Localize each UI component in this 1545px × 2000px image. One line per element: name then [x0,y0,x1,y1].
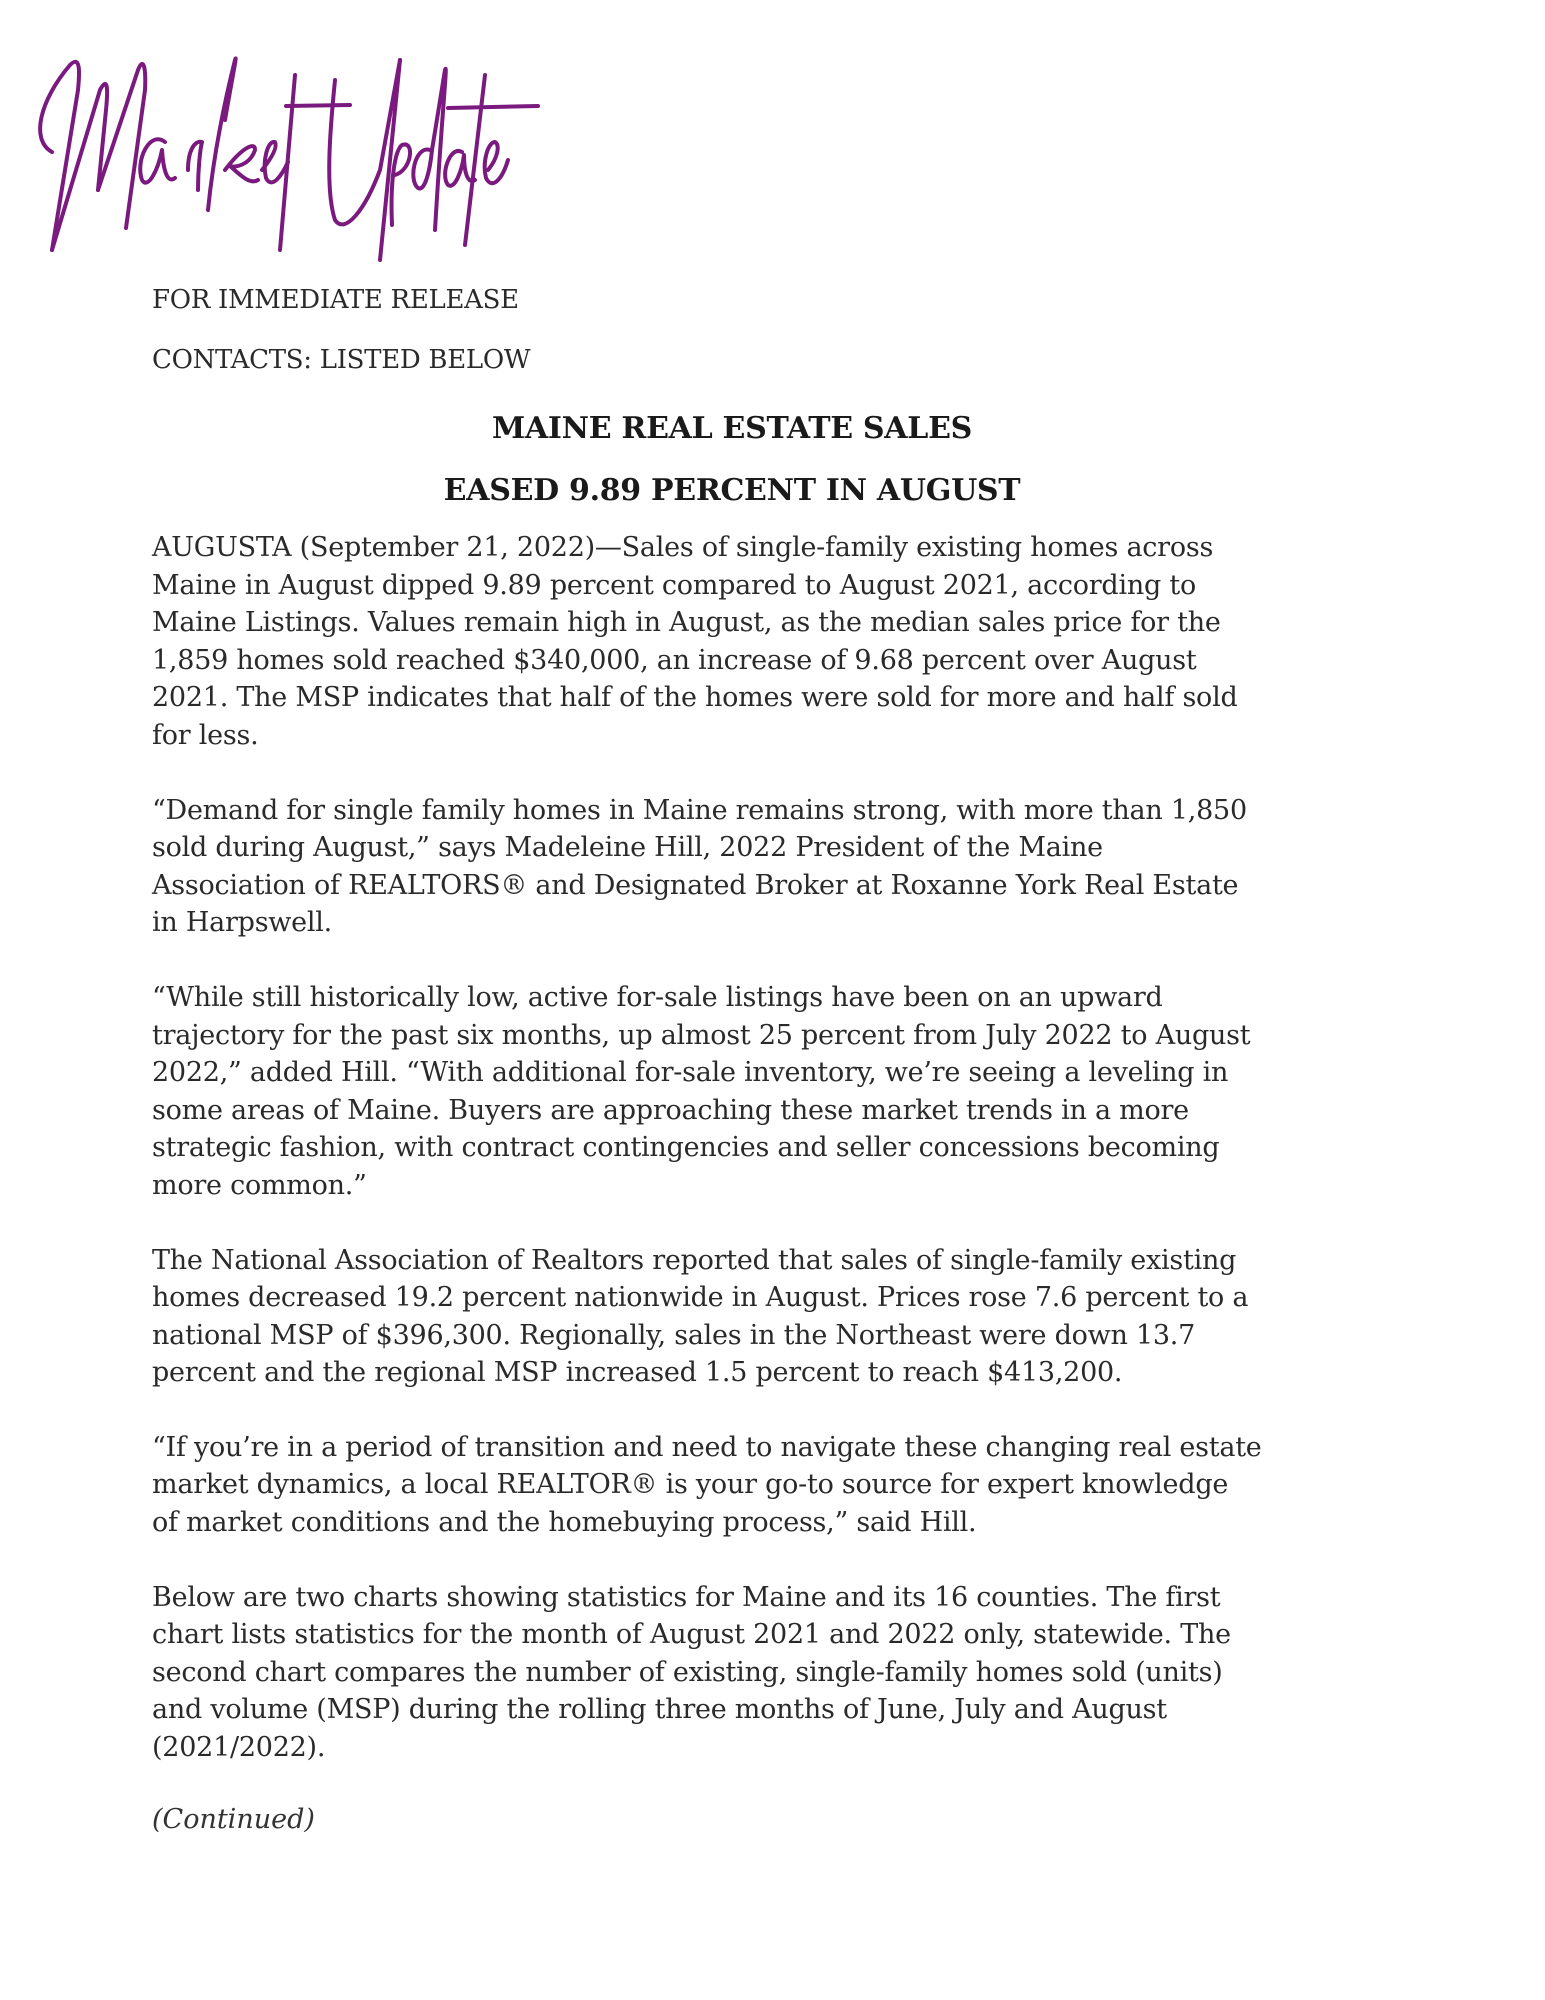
paragraph-national-stats [152,1242,1347,1392]
text-line: The National Association of Realtors reported that sales of single-family existing [152,1244,1237,1276]
text-line: of market conditions and the homebuying process,” said Hill. [152,1507,977,1539]
paragraph-charts-intro [152,1579,1347,1767]
market-update-script-logo [30,50,790,280]
text-line: in Harpswell. [152,907,332,939]
text-line: (2021/2022). [152,1732,326,1764]
text-line: chart lists statistics for the month of August 2021 and 2022 only, statewide. The [152,1619,1231,1651]
text-line: some areas of Maine. Buyers are approaching these market trends in a more [152,1094,1189,1126]
market-update-logo [30,50,790,280]
text-line: second chart compares the number of existing, single-family homes sold (units) [152,1656,1223,1688]
text-line: AUGUSTA (September 21, 2022)—Sales of single-family existing homes across [152,532,1214,563]
text-line: trajectory for the past six months, up almost 25 percent from July 2022 to August [152,1019,1251,1051]
text-line: more common.” [152,1169,367,1201]
text-line: Maine Listings. Values remain high in August, as the median sales price for the [152,607,1221,639]
text-line: “If you’re in a period of transition and need to navigate these changing real estate [152,1431,1262,1463]
headline-line-1: MAINE REAL ESTATE SALES [491,411,972,446]
paragraph-listings-quote [152,979,1347,1205]
press-release [152,285,1352,1835]
paragraph-augusta [152,529,1347,755]
text-line: Below are two charts showing statistics for Maine and its 16 counties. The first [152,1581,1221,1613]
paragraph-demand-quote [152,792,1347,942]
text-line: 2021. The MSP indicates that half of the homes were sold for more and half sold [152,682,1238,714]
text-line: Maine in August dipped 9.89 percent compared to August 2021, according to [152,569,1196,601]
text-line: market dynamics, a local REALTOR® is your go-to source for expert knowledge [152,1469,1229,1501]
text-line: strategic fashion, with contract contingencies and seller concessions becoming [152,1132,1220,1164]
text-line: for less. [152,719,259,751]
paragraph-realtor-quote [152,1429,1347,1542]
text-line: percent and the regional MSP increased 1.5 percent to reach $413,200. [152,1357,1123,1389]
text-line: national MSP of $396,300. Regionally, sales in the Northeast were down 13.7 [152,1319,1196,1351]
text-line: “While still historically low, active for-sale listings have been on an upward [152,981,1163,1013]
for-immediate-release: FOR IMMEDIATE RELEASE [152,285,519,315]
text-line: Association of REALTORS® and Designated Broker at Roxanne York Real Estate [152,869,1239,901]
text-line: and volume (MSP) during the rolling three months of June, July and August [152,1694,1167,1726]
text-line: homes decreased 19.2 percent nationwide in August. Prices rose 7.6 percent to a [152,1282,1249,1314]
text-line: 1,859 homes sold reached $340,000, an increase of 9.68 percent over August [152,644,1197,676]
headline-line-2: EASED 9.89 PERCENT IN AUGUST [443,473,1021,508]
continued-note: (Continued) [152,1803,315,1835]
text-line: “Demand for single family homes in Maine remains strong, with more than 1,850 [152,794,1247,826]
contacts-line: CONTACTS: LISTED BELOW [152,345,531,375]
text-line: sold during August,” says Madeleine Hill, 2022 President of the Maine [152,832,1103,864]
text-line: 2022,” added Hill. “With additional for-sale inventory, we’re seeing a leveling in [152,1057,1229,1089]
